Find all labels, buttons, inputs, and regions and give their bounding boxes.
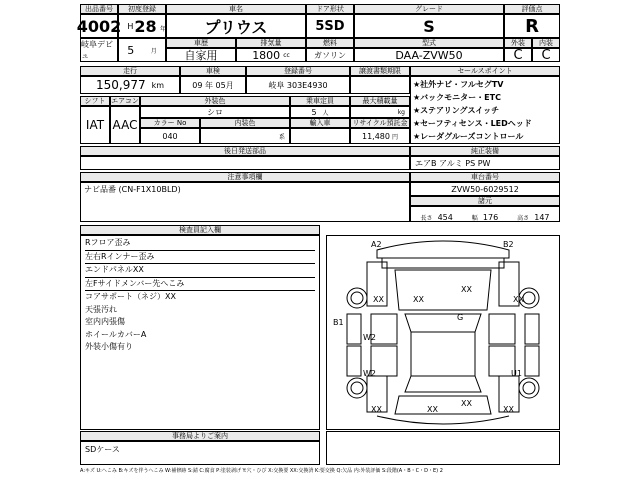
sales-point: ★バックモニター・ETC	[413, 93, 501, 102]
color-value: シロ	[140, 106, 290, 118]
diagram-mark: XX	[503, 405, 514, 414]
recycle-unit: 円	[391, 133, 398, 141]
left-rear-wheel-hub	[351, 382, 363, 394]
left-rear-wheel	[347, 378, 367, 398]
car-diagram-svg	[327, 236, 559, 429]
recycle-value: 11,480	[361, 131, 390, 141]
car-name: プリウス	[166, 14, 306, 38]
sales-point: ★ステアリングスイッチ	[413, 106, 500, 115]
score-label: 評価点	[504, 4, 560, 14]
model-value: DAA-ZVW50	[354, 48, 504, 62]
diagram-mark: XX	[461, 285, 472, 294]
capacity-unit: 人	[322, 109, 329, 117]
right-front-wheel-hub	[523, 292, 535, 304]
diagram-mark: XX	[461, 399, 472, 408]
cc-label: 排気量	[236, 38, 306, 48]
month-value: 5	[127, 43, 135, 57]
inspection-line: 左Fサイドメンバー先へこみ	[85, 278, 315, 292]
score-value: R	[504, 14, 560, 38]
capacity-value: 5	[311, 107, 317, 117]
height-value: 147	[534, 212, 550, 222]
diagram-mark: XX	[373, 295, 384, 304]
plate-value: 岐阜 303E4930	[246, 76, 350, 94]
office-value: SDケース	[85, 445, 120, 454]
inspection-line: ホイールカバーA	[85, 329, 147, 339]
int-label: 内装	[532, 38, 560, 48]
diagram-mark: U1	[511, 369, 522, 378]
caution-value: ナビ品番 (CN-F1X10BLD)	[84, 185, 181, 194]
width-value: 176	[482, 212, 499, 222]
office-box	[80, 441, 320, 465]
parts-label: 後日発送部品	[80, 146, 410, 156]
trunk	[395, 396, 491, 414]
diagram-mark: XX	[427, 405, 438, 414]
roof	[411, 332, 475, 376]
height-label: 高さ	[517, 214, 530, 222]
inspection-line: 天張汚れ	[85, 304, 117, 314]
load-label: 最大積載量	[350, 96, 410, 106]
doc-label: 譲渡書類期限	[350, 66, 410, 76]
genuine-value: エアB アルミ PS PW	[410, 156, 560, 170]
fuel-label: 燃料	[306, 38, 354, 48]
inspection-box	[80, 235, 320, 430]
right-front-door	[489, 314, 515, 344]
door-type: 5SD	[306, 14, 354, 38]
mileage-cell	[80, 76, 180, 94]
capacity-label: 乗車定員	[290, 96, 350, 106]
inspection-label: 検査員記入欄	[80, 225, 320, 235]
inspection-line: Rフロア歪み	[85, 237, 315, 251]
chassis-label: 車台番号	[410, 172, 560, 182]
shift-label: シフト	[80, 96, 110, 106]
caution-box	[80, 182, 410, 222]
caution-label: 注意事項欄	[80, 172, 410, 182]
front-bumper-shape	[377, 241, 509, 258]
import-value	[290, 128, 350, 144]
diagram-mark: XX	[413, 295, 424, 304]
sales-point: ★社外ナビ・フルセグTV	[413, 80, 504, 89]
mileage-unit: km	[151, 80, 165, 90]
year-prefix: H	[127, 21, 134, 31]
inspection-line: 左右Rインナー歪み	[85, 251, 315, 265]
load-unit: kg	[350, 106, 410, 118]
sales-points-label: セールスポイント	[410, 66, 560, 76]
capacity-cell	[290, 106, 350, 118]
ext-value: C	[504, 48, 532, 62]
mileage-value: 150,977	[95, 78, 146, 92]
reg-label: 初度登録	[118, 4, 166, 14]
mileage-label: 走行	[80, 66, 180, 76]
cc-unit: cc	[283, 51, 290, 59]
grade-label: グレード	[354, 4, 504, 14]
width-label: 幅	[471, 214, 478, 222]
right-front-door-side	[525, 314, 539, 344]
ext-label: 外装	[504, 38, 532, 48]
diagram-mark: W2	[363, 333, 376, 342]
fuel-value: ガソリン	[306, 48, 354, 62]
rear-bumper-shape	[377, 416, 509, 424]
diagram-mark: A2	[371, 240, 382, 249]
intcolor-label: 内装色	[200, 118, 290, 128]
dims-label: 諸元	[410, 196, 560, 206]
usage-label: 車歴	[166, 38, 236, 48]
year-value: 28	[134, 16, 157, 36]
diagram-mark: B2	[503, 240, 514, 249]
left-front-wheel	[347, 288, 367, 308]
sales-point: ★レーダグルーズコントロール	[413, 132, 524, 141]
inspection-line: 外装小傷有り	[85, 342, 133, 351]
month-unit: 月	[150, 47, 157, 55]
parts-box	[80, 156, 410, 170]
recycle-cell	[350, 128, 410, 144]
import-label: 輸入車	[290, 118, 350, 128]
recycle-label: リサイクル預託金	[350, 118, 410, 128]
diagram-mark: B1	[333, 318, 344, 327]
genuine-label: 純正装備	[410, 146, 560, 156]
diagram-mark: XX	[513, 295, 524, 304]
grade-value: S	[354, 14, 504, 38]
sales-point: ★セーフティセンス・LEDヘッド	[413, 119, 532, 128]
model-label: 型式	[354, 38, 504, 48]
ac-label: エアコン	[111, 97, 139, 105]
length-label: 長さ	[420, 214, 433, 222]
colorno-value: 040	[140, 128, 200, 144]
car-diagram	[326, 235, 560, 430]
reg-year	[118, 14, 166, 38]
hood	[395, 270, 491, 310]
hood-front	[382, 258, 504, 268]
cc-cell	[236, 48, 306, 62]
left-rear-door-side	[347, 346, 361, 376]
legend: A:キズ U:へこみ B:キズを伴うへこみ W:補修跡 S:錆 C:腐食 P:塗装剥げ Y:穴・ひび X:交換要 XX:交換済 K:要交換 Q:欠品 内:外装評価 S:段階(A・B・C・D・E) 2	[80, 468, 443, 474]
int-value: C	[532, 48, 560, 62]
left-front-wheel-hub	[351, 292, 363, 304]
right-rear-door-side	[525, 346, 539, 376]
name-label: 車名	[166, 4, 306, 14]
left-front-door-side	[347, 314, 361, 344]
cc-value: 1800	[252, 48, 281, 62]
inspection-line: 室内内張傷	[85, 317, 125, 326]
usage-value: 自家用	[166, 48, 236, 62]
windshield	[405, 314, 481, 332]
plate-label: 登録番号	[246, 66, 350, 76]
ac-value: AAC	[110, 106, 140, 144]
diagram-mark: XX	[371, 405, 382, 414]
rear-window	[405, 376, 481, 392]
door-label: ドア形状	[306, 4, 354, 14]
lot-label: 出品番号	[80, 4, 118, 14]
inspection-line: コアサポート（ネジ）XX	[85, 292, 176, 301]
length-value: 454	[437, 212, 453, 222]
venue: 岐阜デビュ	[80, 38, 118, 62]
reg-month	[118, 38, 166, 62]
diagram-mark: W2	[363, 369, 376, 378]
dims-row	[410, 206, 560, 222]
right-rear-wheel-hub	[523, 382, 535, 394]
diagram-mark: G	[457, 313, 464, 322]
color-label: 外装色	[140, 96, 290, 106]
doc-value	[350, 76, 410, 94]
intcolor-unit: 系	[200, 128, 290, 144]
inspection-line: エンドパネルXX	[85, 264, 315, 278]
year-unit: 年	[160, 26, 167, 33]
shift-value: IAT	[80, 106, 110, 144]
shaken-label: 車検	[180, 66, 246, 76]
shaken-value: 09 年 05月	[180, 76, 246, 94]
office-label: 事務局よりご案内	[80, 431, 320, 441]
office-right-box	[326, 431, 560, 465]
chassis-value: ZVW50-6029512	[410, 182, 560, 196]
right-rear-wheel	[519, 378, 539, 398]
lot-number: 4002	[80, 14, 118, 38]
sales-points-box	[410, 76, 560, 144]
colorno-label: カラー No	[140, 118, 200, 128]
